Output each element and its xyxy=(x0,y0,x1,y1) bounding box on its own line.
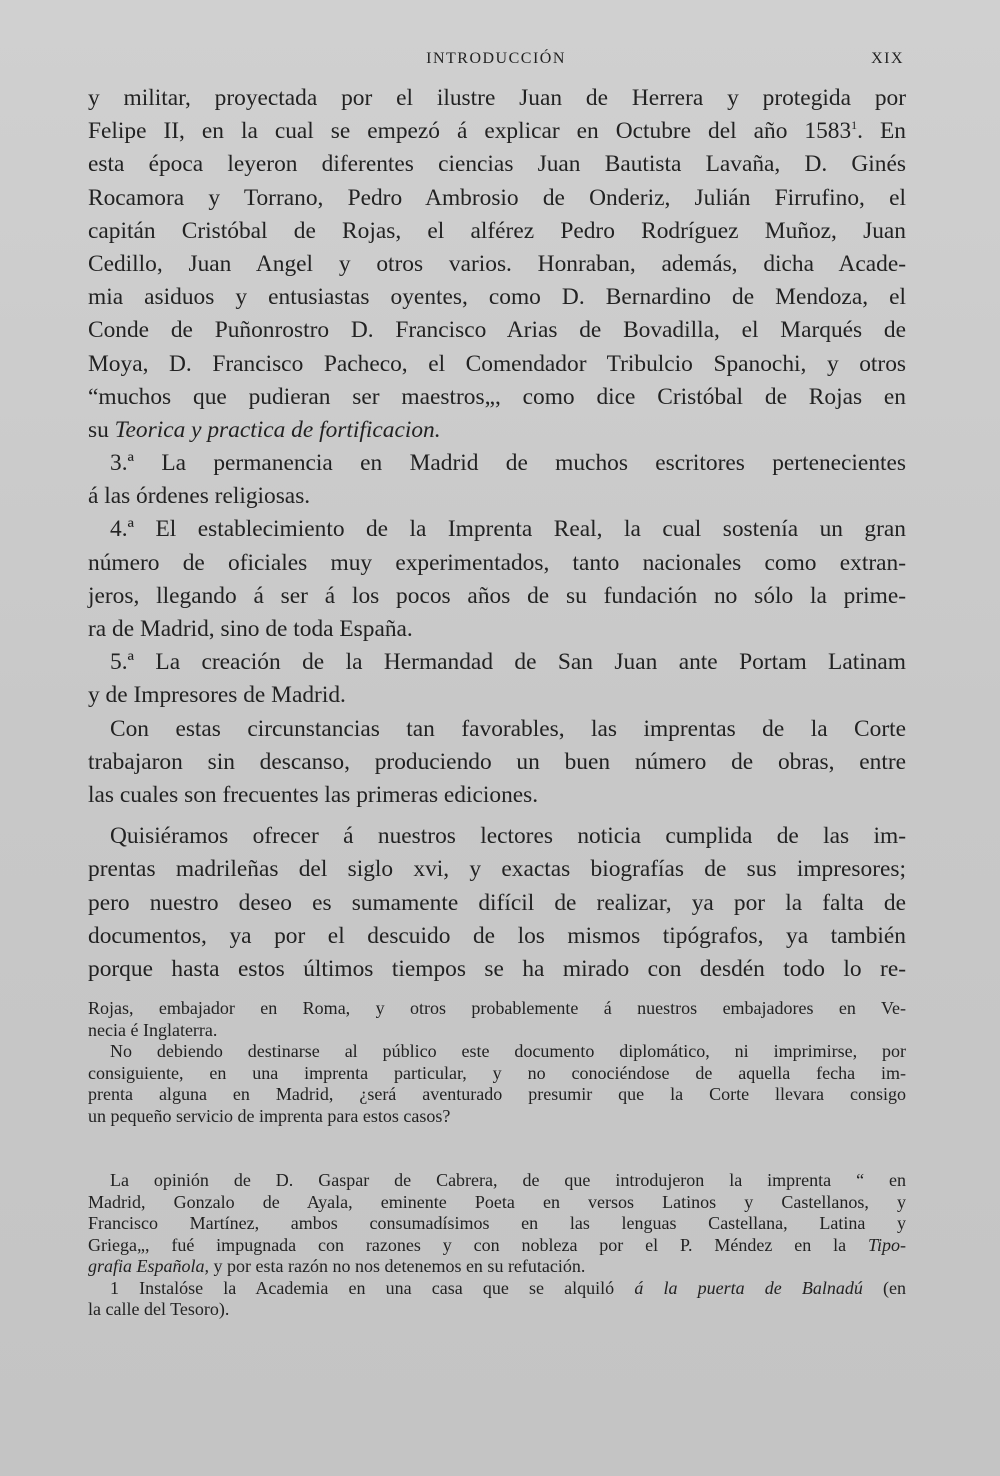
note-line xyxy=(88,1256,906,1278)
page-number: XIX xyxy=(871,50,904,67)
book-title: grafia Española, xyxy=(88,1256,210,1276)
text-line: pero nuestro deseo es sumamente difícil de realizar, ya por la falta de xyxy=(88,889,906,916)
text-line xyxy=(88,414,906,447)
text-span: su xyxy=(88,416,109,443)
text-line: documentos, ya por el descuido de los mismos tipógrafos, ya también xyxy=(88,922,906,949)
text-line: ra de Madrid, sino de toda España. xyxy=(88,616,413,642)
footnote-ref: 1 xyxy=(851,118,858,133)
note-line: Francisco Martínez, ambos consumadísimos en las lenguas Castellana, Latina y xyxy=(88,1213,906,1233)
text-line: 5.ª La creación de la Hermandad de San Juan ante Portam Latinam xyxy=(110,649,906,676)
text-line: Con estas circunstancias tan favorables, las imprentas de la Corte xyxy=(110,715,906,742)
text-line: Rocamora y Torrano, Pedro Ambrosio de Onderiz, Julián Firrufino, el xyxy=(88,184,906,211)
text-span: . En xyxy=(857,118,906,145)
text-span: Felipe II, en la cual se empezó á explicar en Octubre del año 1583 xyxy=(88,118,852,145)
text-span: Griega„, fué impugnada con razones y con nobleza por el P. Méndez en la xyxy=(88,1234,847,1255)
text-line: y militar, proyectada por el ilustre Juan de Herrera y protegida por xyxy=(88,85,906,111)
book-title: Teorica y practica de fortificacion. xyxy=(114,416,441,443)
note-line: La opinión de D. Gaspar de Cabrera, de que introdujeron la imprenta “ en xyxy=(110,1170,906,1190)
note-line: un pequeño servicio de imprenta para estos casos? xyxy=(88,1105,451,1126)
text-line: trabajaron sin descanso, produciendo un buen número de obras, entre xyxy=(88,748,906,775)
main-text xyxy=(88,82,906,986)
running-head: INTRODUCCIÓN xyxy=(426,50,566,67)
text-span: 1 Instalóse la Academia en una casa que se alquiló xyxy=(110,1277,615,1298)
text-line: número de oficiales muy experimentados, tanto nacionales como extran- xyxy=(88,549,906,576)
note-line: Madrid, Gonzalo de Ayala, eminente Poeta en versos Latinos y Castellanos, y xyxy=(88,1191,906,1212)
note-line: Rojas, embajador en Roma, y otros probablemente á nuestros embajadores en Ve- xyxy=(88,998,906,1018)
text-line: á las órdenes religiosas. xyxy=(88,483,311,510)
note-line: la calle del Tesoro). xyxy=(88,1299,230,1319)
book-title: Tipo- xyxy=(867,1234,906,1255)
text-line: jeros, llegando á ser á los pocos años de su fundación no sólo la prime- xyxy=(88,582,906,609)
text-line: Quisiéramos ofrecer á nuestros lectores noticia cumplida de las im- xyxy=(110,823,906,850)
text-line: porque hasta estos últimos tiempos se ha mirado con desdén todo lo re- xyxy=(88,955,906,982)
text-line: 3.ª La permanencia en Madrid de muchos escritores pertenecientes xyxy=(110,450,906,477)
text-line xyxy=(88,115,906,148)
text-span: y por esta razón no nos detenemos en su refutación. xyxy=(209,1256,586,1276)
text-line: mia asiduos y entusiastas oyentes, como D. Bernardino de Mendoza, el xyxy=(88,284,906,311)
text-line: esta época leyeron diferentes ciencias Juan Bautista Lavaña, D. Ginés xyxy=(88,151,906,178)
text-line: y de Impresores de Madrid. xyxy=(88,682,346,709)
paragraph-gap xyxy=(88,812,906,820)
note-line: necia é Inglaterra. xyxy=(88,1019,218,1040)
note-line: consiguiente, en una imprenta particular, y no conociéndose de aquella fecha im- xyxy=(88,1062,906,1083)
text-line: Conde de Puñonrostro D. Francisco Arias de Bovadilla, el Marqués de xyxy=(88,317,906,344)
footnotes-continued xyxy=(88,998,906,1127)
footnotes xyxy=(88,1170,906,1321)
text-span: (en xyxy=(883,1277,907,1298)
text-line: Moya, D. Francisco Pacheco, el Comendador Tribulcio Spanochi, y otros xyxy=(88,350,906,377)
italic-phrase: á la puerta de Balnadú xyxy=(634,1277,863,1298)
note-line xyxy=(88,1235,906,1257)
note-line: No debiendo destinarse al público este documento diplomático, ni imprimirse, por xyxy=(110,1041,906,1061)
text-line: prentas madrileñas del siglo xvi, y exactas biografías de sus impresores; xyxy=(88,856,906,883)
page-header xyxy=(88,50,904,76)
note-line: prenta alguna en Madrid, ¿será aventurado presumir que la Corte llevara consigo xyxy=(88,1084,906,1104)
text-line: Cedillo, Juan Angel y otros varios. Honraban, además, dicha Acade- xyxy=(88,250,906,277)
text-line: las cuales son frecuentes las primeras ediciones. xyxy=(88,781,539,808)
text-line: 4.ª El establecimiento de la Imprenta Real, la cual sostenía un gran xyxy=(110,516,906,543)
text-line: capitán Cristóbal de Rojas, el alférez Pedro Rodríguez Muñoz, Juan xyxy=(88,217,906,244)
text-line: “muchos que pudieran ser maestros„, como dice Cristóbal de Rojas en xyxy=(88,383,906,410)
footnote-1 xyxy=(88,1278,906,1300)
